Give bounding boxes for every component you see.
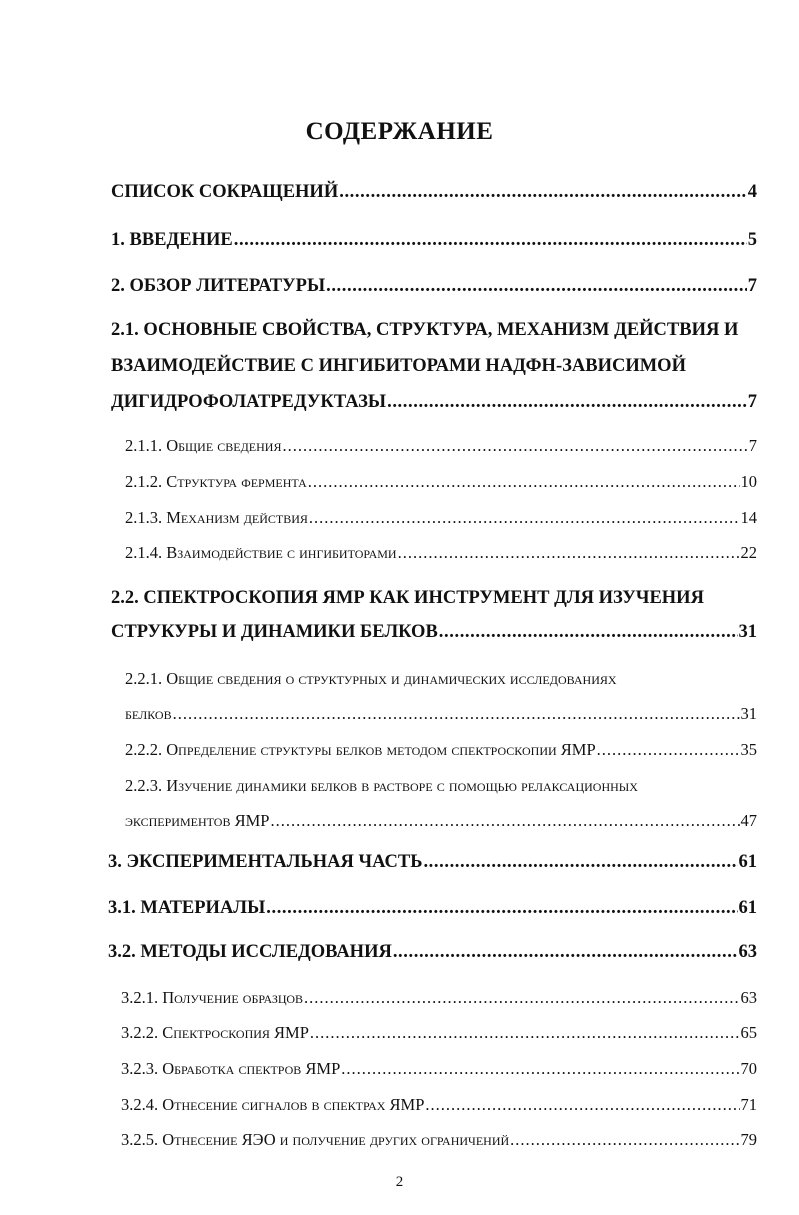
leader-dots — [173, 704, 740, 724]
toc-entry-text: СТРУКУРЫ И ДИНАМИКИ БЕЛКОВ — [111, 622, 438, 642]
toc-entry-text: экспериментов ЯМР — [125, 811, 270, 830]
toc-entry-text: 2.1.1. Общие сведения — [125, 436, 282, 455]
toc-entry-2-1-2[interactable] — [125, 472, 757, 492]
toc-page-number: 79 — [740, 1130, 757, 1149]
toc-entry-3-2-5[interactable] — [121, 1130, 757, 1150]
leader-dots — [425, 1095, 739, 1115]
leader-dots — [310, 1023, 740, 1043]
toc-entry-experimental[interactable] — [108, 852, 757, 873]
leader-dots — [510, 1130, 739, 1150]
page-title: СОДЕРЖАНИЕ — [305, 118, 494, 145]
toc-page-number: 63 — [740, 988, 757, 1007]
toc-page-number: 61 — [738, 852, 757, 872]
toc-page-number: 7 — [747, 276, 757, 296]
toc-entry-3-1[interactable] — [108, 898, 757, 919]
toc-page-number: 22 — [740, 543, 757, 562]
toc-page-number: 63 — [738, 942, 757, 962]
toc-entry-text: 3.2.5. Отнесение ЯЭО и получение других ограничений — [121, 1130, 510, 1149]
toc-entry-2-2-3-line1[interactable]: 2.2.3. Изучение динамики белков в растворе с помощью релаксационных — [125, 776, 638, 795]
leader-dots — [282, 436, 747, 456]
toc-page-number: 31 — [740, 704, 757, 723]
toc-entry-text: 2.2.2. Определение структуры белков методом спектроскопии ЯМР — [125, 740, 596, 759]
toc-entry-text: 3.2.1. Получение образцов — [121, 988, 304, 1007]
toc-page-number: 61 — [738, 898, 757, 918]
toc-entry-2-1[interactable] — [111, 392, 757, 413]
page-number: 2 — [395, 1174, 404, 1190]
leader-dots — [308, 472, 740, 492]
toc-page-number: 71 — [740, 1095, 757, 1114]
toc-entry-text: 2.1.2. Структура фермента — [125, 472, 307, 491]
toc-page-number: 65 — [740, 1023, 757, 1042]
toc-entry-text: 2. ОБЗОР ЛИТЕРАТУРЫ — [111, 276, 326, 296]
toc-entry-text: 2.1.4. Взаимодействие с ингибиторами — [125, 543, 397, 562]
toc-entry-text: СПИСОК СОКРАЩЕНИЙ — [111, 182, 339, 202]
leader-dots — [266, 898, 737, 919]
toc-entry-text: 2.1.3. Механизм действия — [125, 508, 308, 527]
toc-entry-2-1-1[interactable] — [125, 436, 757, 456]
toc-entry-2-2-1-line1[interactable]: 2.2.1. Общие сведения о структурных и динамических исследованиях — [125, 669, 617, 688]
toc-entry-3-2-1[interactable] — [121, 988, 757, 1008]
leader-dots — [597, 740, 740, 760]
toc-entry-text: 3.2. МЕТОДЫ ИССЛЕДОВАНИЯ — [108, 942, 392, 962]
toc-entry-2-2-2[interactable] — [125, 740, 757, 760]
toc-entry-2-1-line1[interactable]: 2.1. ОСНОВНЫЕ СВОЙСТВА, СТРУКТУРА, МЕХАНИЗМ ДЕЙСТВИЯ И — [111, 320, 739, 340]
toc-page-number: 47 — [740, 811, 757, 830]
leader-dots — [326, 276, 747, 297]
leader-dots — [339, 182, 747, 203]
leader-dots — [234, 230, 747, 251]
leader-dots — [393, 942, 738, 963]
toc-page-number: 31 — [738, 622, 757, 642]
leader-dots — [270, 811, 739, 831]
toc-entry-introduction[interactable] — [111, 230, 757, 251]
toc-entry-2-1-line2[interactable]: ВЗАИМОДЕЙСТВИЕ С ИНГИБИТОРАМИ НАДФН-ЗАВИСИМОЙ — [111, 356, 686, 376]
toc-page-number: 35 — [740, 740, 757, 759]
toc-entry-2-1-4[interactable] — [125, 543, 757, 563]
leader-dots — [439, 622, 738, 643]
leader-dots — [341, 1059, 739, 1079]
toc-entry-text: 3.2.3. Обработка спектров ЯМР — [121, 1059, 341, 1078]
toc-entry-text: ДИГИДРОФОЛАТРЕДУКТАЗЫ — [111, 392, 387, 412]
toc-entry-text: 3.2.2. Спектроскопия ЯМР — [121, 1023, 309, 1042]
leader-dots — [387, 392, 747, 413]
toc-page-number: 10 — [740, 472, 757, 491]
toc-entry-3-2[interactable] — [108, 942, 757, 963]
toc-entry-3-2-4[interactable] — [121, 1095, 757, 1115]
toc-entry-2-2-line1[interactable]: 2.2. СПЕКТРОСКОПИЯ ЯМР КАК ИНСТРУМЕНТ ДЛЯ ИЗУЧЕНИЯ — [111, 588, 704, 608]
toc-page-number: 5 — [747, 230, 757, 250]
leader-dots — [304, 988, 739, 1008]
leader-dots — [423, 852, 737, 873]
toc-entry-abbreviations[interactable] — [111, 182, 757, 203]
toc-page-number: 70 — [740, 1059, 757, 1078]
toc-entry-text: белков — [125, 704, 172, 723]
leader-dots — [309, 508, 740, 528]
toc-entry-3-2-3[interactable] — [121, 1059, 757, 1079]
toc-entry-text: 3.2.4. Отнесение сигналов в спектрах ЯМР — [121, 1095, 425, 1114]
toc-entry-text: 3.1. МАТЕРИАЛЫ — [108, 898, 266, 918]
toc-entry-2-2-1[interactable] — [125, 704, 757, 724]
toc-page-number: 7 — [747, 392, 757, 412]
toc-entry-2-2-3[interactable] — [125, 811, 757, 831]
leader-dots — [398, 543, 740, 563]
toc-entry-2-1-3[interactable] — [125, 508, 757, 528]
toc-page-number: 7 — [748, 436, 757, 455]
toc-entry-text: 3. ЭКСПЕРИМЕНТАЛЬНАЯ ЧАСТЬ — [108, 852, 423, 872]
toc-entry-literature-review[interactable] — [111, 276, 757, 297]
toc-entry-text: 1. ВВЕДЕНИЕ — [111, 230, 233, 250]
toc-page-number: 4 — [747, 182, 757, 202]
toc-page-number: 14 — [740, 508, 757, 527]
toc-entry-3-2-2[interactable] — [121, 1023, 757, 1043]
toc-entry-2-2[interactable] — [111, 622, 757, 643]
